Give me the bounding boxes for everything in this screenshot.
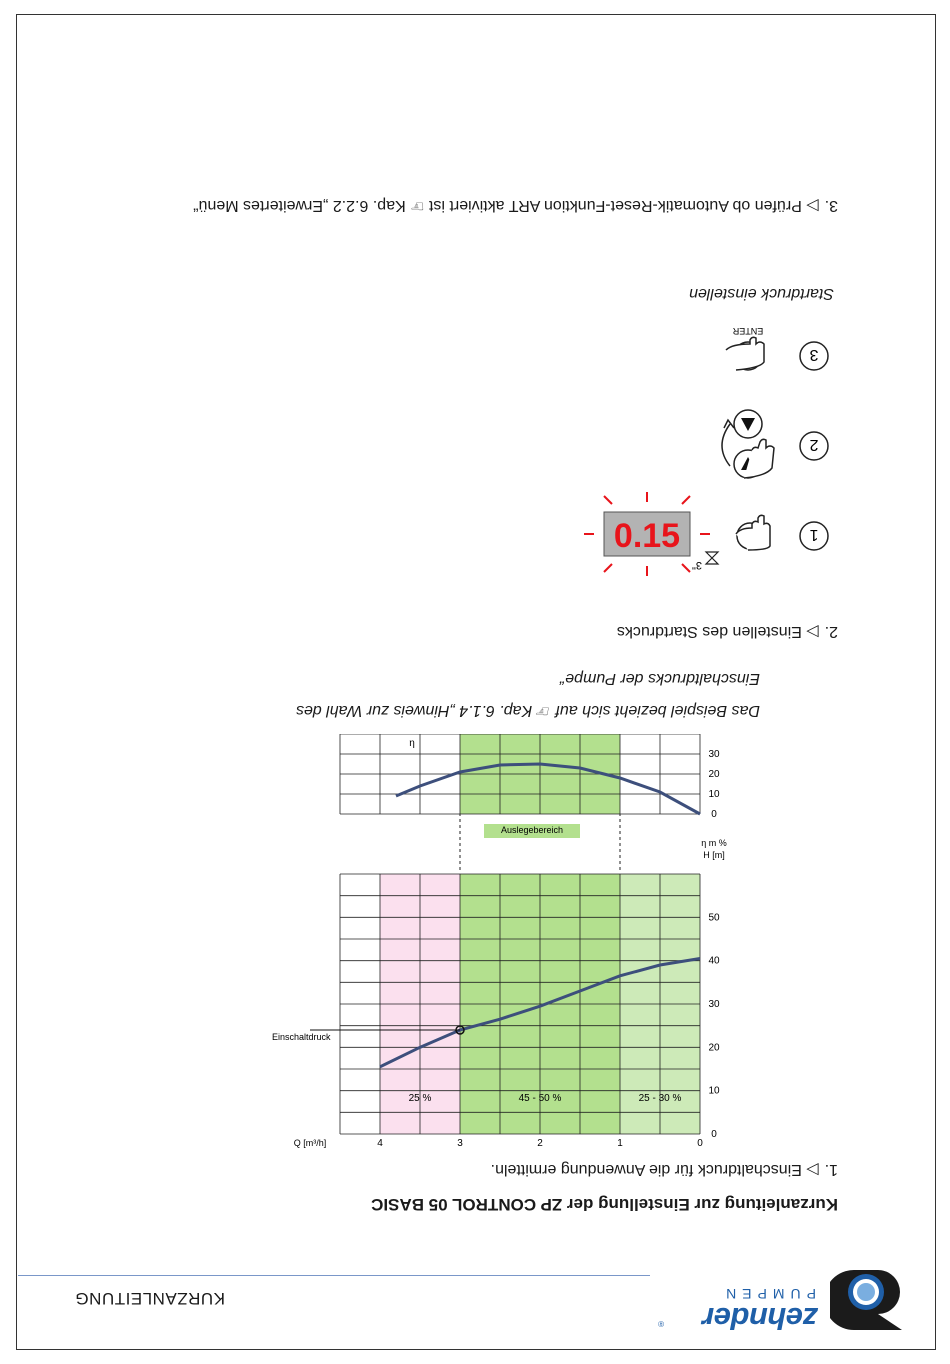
step-2-number: 2. — [824, 623, 838, 640]
triangle-marker-icon: ▷ — [806, 197, 819, 214]
up-down-buttons-icon[interactable] — [722, 410, 774, 478]
eta-curve-label: η — [409, 738, 415, 749]
q-m3h-tick-label: 3 — [457, 1138, 463, 1149]
procedure-step-2 — [610, 390, 830, 490]
h-tick-label: 30 — [708, 999, 720, 1010]
h-tick-label: 20 — [708, 1042, 720, 1054]
q-m3h-tick-label: 1 — [617, 1138, 623, 1149]
triangle-marker-icon: ▷ — [806, 1161, 819, 1178]
eta-axis-label: η m % — [701, 838, 727, 848]
h-tick-label: 0 — [711, 1129, 717, 1140]
set-start-pressure-heading: Startdruck einstellen — [689, 285, 834, 302]
design-range-label: Auslegebereich — [500, 825, 564, 835]
hand-press-down-icon[interactable] — [736, 515, 770, 550]
h-tick-label: 50 — [708, 912, 720, 924]
h-tick-label: 10 — [708, 1085, 720, 1097]
registered-mark: ® — [658, 1319, 664, 1328]
step-1-number: 1. — [824, 1161, 838, 1178]
section-label: KURZANLEITUNG — [74, 1289, 225, 1308]
enter-button-icon[interactable] — [726, 337, 764, 370]
switch-on-label: Einschaltdruck — [272, 1032, 331, 1042]
triangle-marker-icon: ▷ — [806, 623, 819, 640]
eta-tick-label: 30 — [708, 749, 720, 760]
procedure-step-3 — [610, 296, 830, 396]
q-m3h-tick-label: 4 — [377, 1138, 383, 1149]
step-1-text: Einschaltdruck für die Anwendung ermitteln. — [490, 1161, 802, 1178]
header-rule — [18, 1275, 650, 1276]
zone-label: 45 - 50 % — [518, 1093, 562, 1104]
step-3-number: 3. — [824, 197, 838, 214]
enter-label: ENTER — [732, 326, 764, 336]
zone-label: 25 % — [408, 1093, 432, 1104]
procedure-step-label: 1 — [809, 526, 819, 543]
brand-subtitle: PUMPEN — [720, 1286, 816, 1302]
h-tick-label: 40 — [708, 955, 720, 967]
brand-name: zehnder — [702, 1301, 818, 1336]
procedure-step-label: 3 — [809, 346, 819, 363]
step-3-text: Prüfen ob Automatik-Reset-Funktion ART aktiviert ist ☞ Kap. 6.2.2 „Erweitertes Menü“ — [193, 197, 802, 214]
eta-tick-label: 10 — [708, 789, 720, 800]
step-1 — [491, 1160, 838, 1180]
procedure-step-1 — [570, 480, 830, 580]
hourglass-icon — [706, 552, 718, 564]
example-note: Das Beispiel bezieht sich auf ☞ Kap. 6.1.4 „Hinweis zur Wahl des Einschaltdrucks der Pumpe“ — [295, 670, 760, 719]
display-digits: 0.15 — [613, 517, 681, 555]
q-m3h-tick-label: 2 — [537, 1138, 543, 1149]
step-2-text: Einstellen des Startdrucks — [616, 623, 802, 640]
eta-tick-label: 0 — [711, 809, 717, 820]
eta-tick-label: 20 — [708, 769, 720, 780]
pump-curve-chart — [250, 734, 810, 1154]
zehnder-logo-icon — [830, 1264, 908, 1336]
step-3 — [193, 196, 838, 216]
timer-label: 3" — [691, 559, 702, 571]
page-title: Kurzanleitung zur Einstellung der ZP CONTROL 05 BASIC — [371, 1195, 838, 1214]
q-m3h-tick-label: 0 — [697, 1138, 703, 1149]
h-axis-label: H [m] — [703, 850, 725, 860]
zone-label: 25 - 30 % — [638, 1093, 682, 1104]
q-m3h-axis-label: Q [m³/h] — [293, 1138, 327, 1148]
procedure-step-label: 2 — [809, 436, 819, 453]
step-2 — [617, 622, 838, 642]
